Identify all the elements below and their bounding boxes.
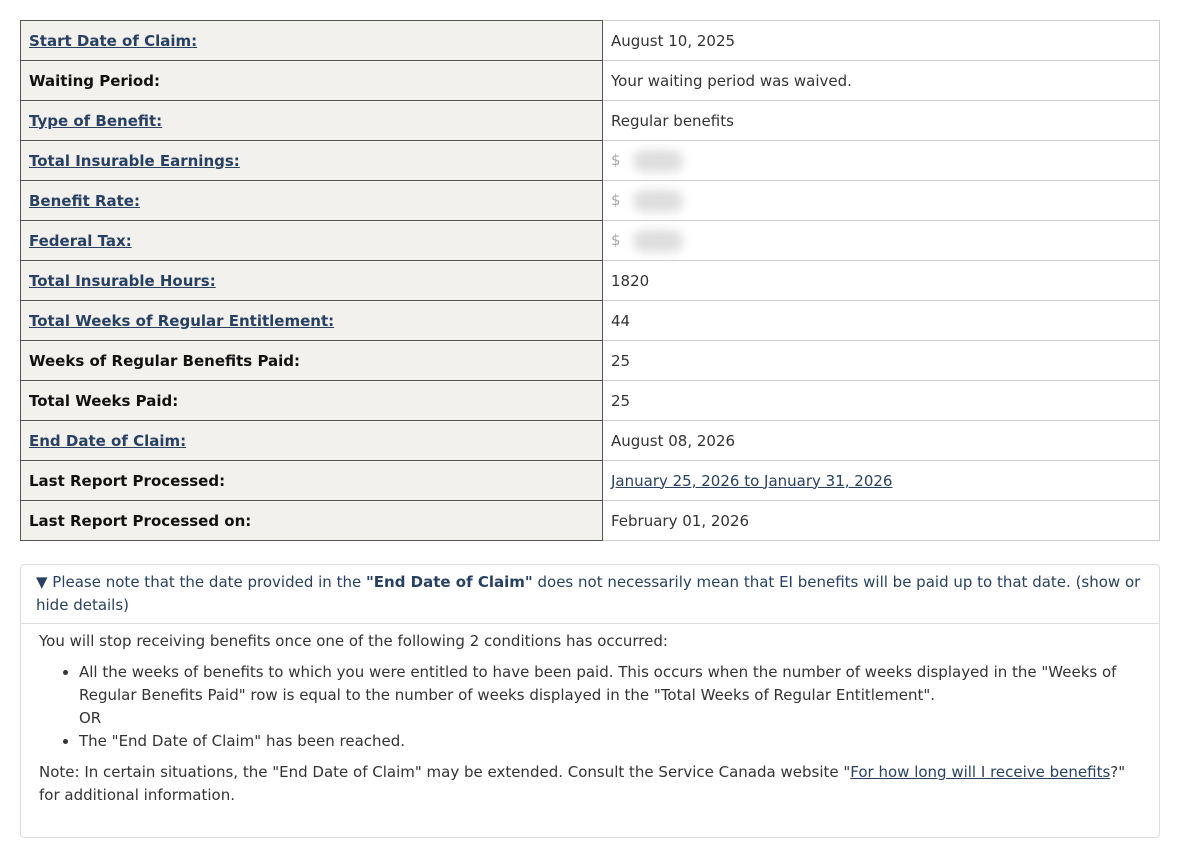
row-label	[21, 21, 603, 61]
redacted-value	[633, 150, 683, 172]
row-value-text: August 10, 2025	[611, 31, 736, 50]
table-row	[21, 101, 1160, 141]
row-value-text: August 08, 2026	[611, 431, 736, 450]
details-toggle[interactable]: ▼ Please note that the date provided in the "End Date of Claim" does not necessarily mean that EI benefits will be paid up to that date. (show or hide details)	[21, 565, 1159, 624]
row-value	[603, 421, 1160, 461]
row-value-text: 25	[611, 391, 631, 410]
table-row	[21, 421, 1160, 461]
row-label-text: Last Report Processed:	[29, 471, 226, 490]
row-value-text: $	[611, 151, 621, 169]
table-row	[21, 221, 1160, 261]
row-label-link[interactable]: Total Insurable Hours:	[29, 271, 216, 290]
row-label-link[interactable]: Start Date of Claim:	[29, 31, 198, 50]
table-row	[21, 181, 1160, 221]
row-label	[21, 61, 603, 101]
row-label	[21, 461, 603, 501]
redacted-value	[633, 230, 683, 252]
row-value	[603, 101, 1160, 141]
condition-item: • All the weeks of benefits to which you were entitled to have been paid. This occurs when the number of weeks displayed in the "Weeks of Regular Benefits Paid" row is equal to the number of weeks displayed in the "Total Weeks of Regular Entitlement". OR	[79, 661, 1141, 730]
table-row	[21, 501, 1160, 541]
row-value-text: $	[611, 191, 621, 209]
row-value	[603, 61, 1160, 101]
row-value-text: 1820	[611, 271, 650, 290]
row-label	[21, 101, 603, 141]
row-value-text: $	[611, 231, 621, 249]
row-label	[21, 141, 603, 181]
row-value	[603, 141, 1160, 181]
row-label-text: Last Report Processed on:	[29, 511, 252, 530]
row-label-link[interactable]: Type of Benefit:	[29, 111, 163, 130]
table-row	[21, 301, 1160, 341]
row-value-text: 25	[611, 351, 631, 370]
row-label	[21, 501, 603, 541]
table-row	[21, 21, 1160, 61]
row-value	[603, 461, 1160, 501]
row-label	[21, 181, 603, 221]
end-date-details	[20, 564, 1160, 838]
row-label-text: Total Weeks Paid:	[29, 391, 179, 410]
row-label-link[interactable]: Federal Tax:	[29, 231, 132, 250]
redacted-value	[633, 190, 683, 212]
table-row	[21, 381, 1160, 421]
row-value	[603, 381, 1160, 421]
row-label	[21, 301, 603, 341]
table-row	[21, 341, 1160, 381]
table-row	[21, 141, 1160, 181]
row-label	[21, 341, 603, 381]
row-value-text: Regular benefits	[611, 111, 734, 130]
claim-summary-table	[20, 20, 1160, 541]
row-label	[21, 261, 603, 301]
row-value	[603, 341, 1160, 381]
details-intro: You will stop receiving benefits once one of the following 2 conditions has occurred:	[39, 632, 668, 650]
row-label	[21, 421, 603, 461]
condition-item: • The "End Date of Claim" has been reached.	[79, 730, 1141, 753]
row-label-link[interactable]: Total Insurable Earnings:	[29, 151, 240, 170]
details-note: Note: In certain situations, the "End Date of Claim" may be extended. Consult the Service Canada website "For how long will I receive benefits?" for additional information.	[39, 763, 1126, 804]
table-row	[21, 461, 1160, 501]
row-value	[603, 261, 1160, 301]
benefit-duration-link[interactable]: For how long will I receive benefits	[850, 763, 1111, 781]
row-label	[21, 381, 603, 421]
row-label	[21, 221, 603, 261]
row-label-text: Weeks of Regular Benefits Paid:	[29, 351, 301, 370]
row-label-link[interactable]: Benefit Rate:	[29, 191, 140, 210]
row-label-link[interactable]: End Date of Claim:	[29, 431, 187, 450]
row-value	[603, 21, 1160, 61]
row-value	[603, 181, 1160, 221]
details-body	[21, 624, 1159, 821]
row-label-text: Waiting Period:	[29, 71, 160, 90]
row-label-link[interactable]: Total Weeks of Regular Entitlement:	[29, 311, 335, 330]
row-value-text: Your waiting period was waived.	[611, 71, 852, 90]
table-row	[21, 261, 1160, 301]
row-value	[603, 221, 1160, 261]
report-period-link[interactable]: January 25, 2026 to January 31, 2026	[611, 471, 893, 490]
row-value	[603, 301, 1160, 341]
row-value-text: 44	[611, 311, 631, 330]
row-value-text: February 01, 2026	[611, 511, 750, 530]
table-row	[21, 61, 1160, 101]
row-value	[603, 501, 1160, 541]
conditions-list	[39, 661, 1141, 753]
